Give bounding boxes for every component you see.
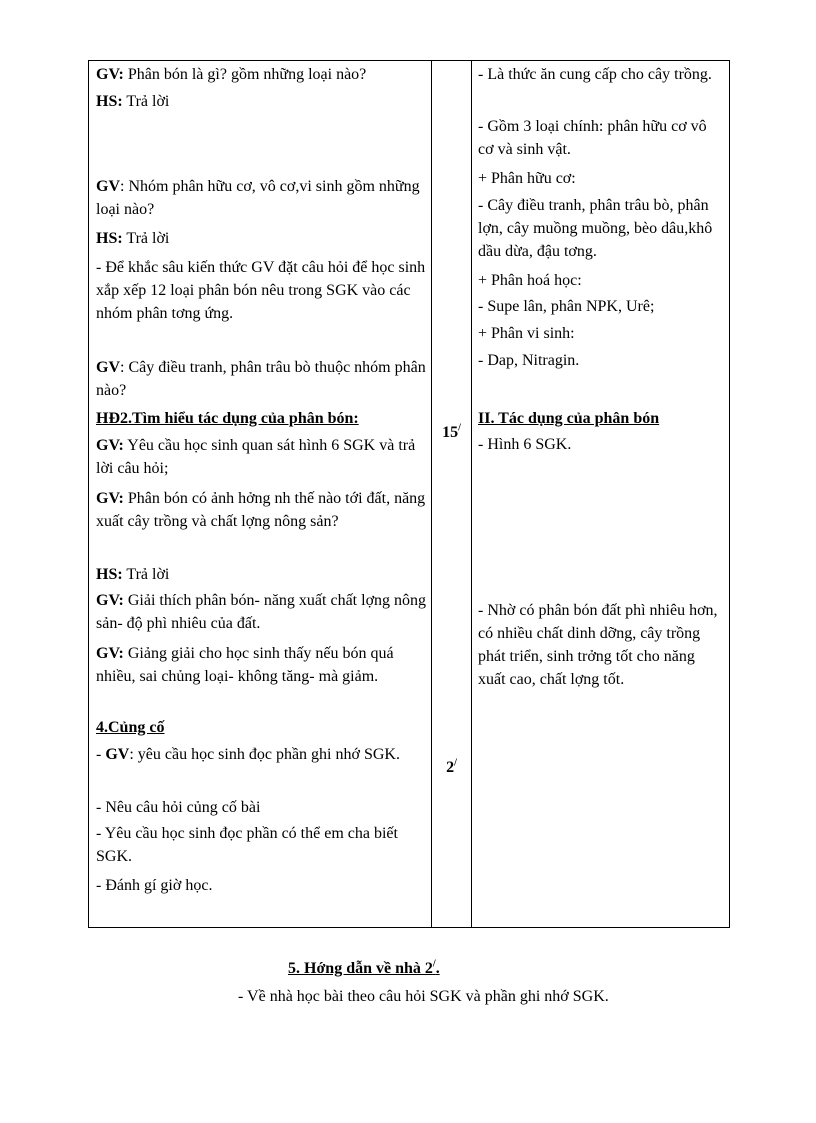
section-heading: HĐ2.Tìm hiểu tác dụng của phân bón: [96,410,359,427]
content-item: - Supe lân, phân NPK, Urê; [478,298,655,315]
content-item: - Cây điều tranh, phân trâu bò, phân lợn, cây muồng muồng, bèo dâu,khô dầu dừa, đậu tơng. [478,197,713,260]
activity-item: - GV: yêu cầu học sinh đọc phần ghi nhớ SGK. [96,746,400,763]
activity-item: - Nêu câu hỏi củng cố bài [96,799,261,816]
activity-item: HS: Trả lời [96,93,170,110]
activity-item: GV: Nhóm phân hữu cơ, vô cơ,vi sinh gồm những loại nào? [96,178,420,218]
content-item: - Dap, Nitragin. [478,352,580,369]
content-item: + Phân vi sinh: [478,325,575,342]
time-label: 15/ [442,422,461,441]
activity-item: GV: Giải thích phân bón- năng xuất chất lợng nông sản- độ phì nhiêu của đất. [96,592,427,632]
homework-text: - Về nhà học bài theo câu hỏi SGK và phần ghi nhớ SGK. [238,988,609,1005]
activity-item: HS: Trả lời [96,230,170,247]
content-item: + Phân hoá học: [478,272,582,289]
homework-heading: 5. Hớng dẫn về nhà 2/. [288,958,440,977]
activity-item: - Đánh gí giờ học. [96,877,213,894]
activity-item: GV: Phân bón có ảnh hởng nh thế nào tới đất, năng xuất cây trồng và chất lợng nông sản? [96,490,426,530]
content-item: - Là thức ăn cung cấp cho cây trồng. [478,66,712,83]
section-heading: II. Tác dụng của phân bón [478,410,660,427]
column-divider [471,61,472,927]
section-heading: 4.Củng cố [96,719,165,736]
content-item: - Gồm 3 loại chính: phân hữu cơ vô cơ và sinh vật. [478,118,707,158]
activity-item: - Để khắc sâu kiến thức GV đặt câu hỏi để học sinh xắp xếp 12 loại phân bón nêu trong SGK vào các nhóm phân tơng ứng. [96,259,426,322]
column-divider [431,61,432,927]
activity-item: GV: Phân bón là gì? gồm những loại nào? [96,66,367,83]
activity-item: GV: Giảng giải cho học sinh thấy nếu bón quá nhiều, sai chủng loại- không tăng- mà giảm. [96,645,394,685]
content-item: - Hình 6 SGK. [478,436,572,453]
content-item: + Phân hữu cơ: [478,170,576,187]
activity-item: GV: Cây điều tranh, phân trâu bò thuộc nhóm phân nào? [96,359,426,399]
lesson-table [88,60,730,928]
content-item: - Nhờ có phân bón đất phì nhiêu hơn, có nhiều chất dinh dỡng, cây trồng phát triển, sinh trởng tốt cho năng xuất cao, chất lợng tốt. [478,602,718,688]
activity-item: GV: Yêu cầu học sinh quan sát hình 6 SGK và trả lời câu hỏi; [96,437,416,477]
time-label: 2/ [446,757,457,776]
activity-item: HS: Trả lời [96,566,170,583]
activity-item: - Yêu cầu học sinh đọc phần có thể em cha biết SGK. [96,825,398,865]
